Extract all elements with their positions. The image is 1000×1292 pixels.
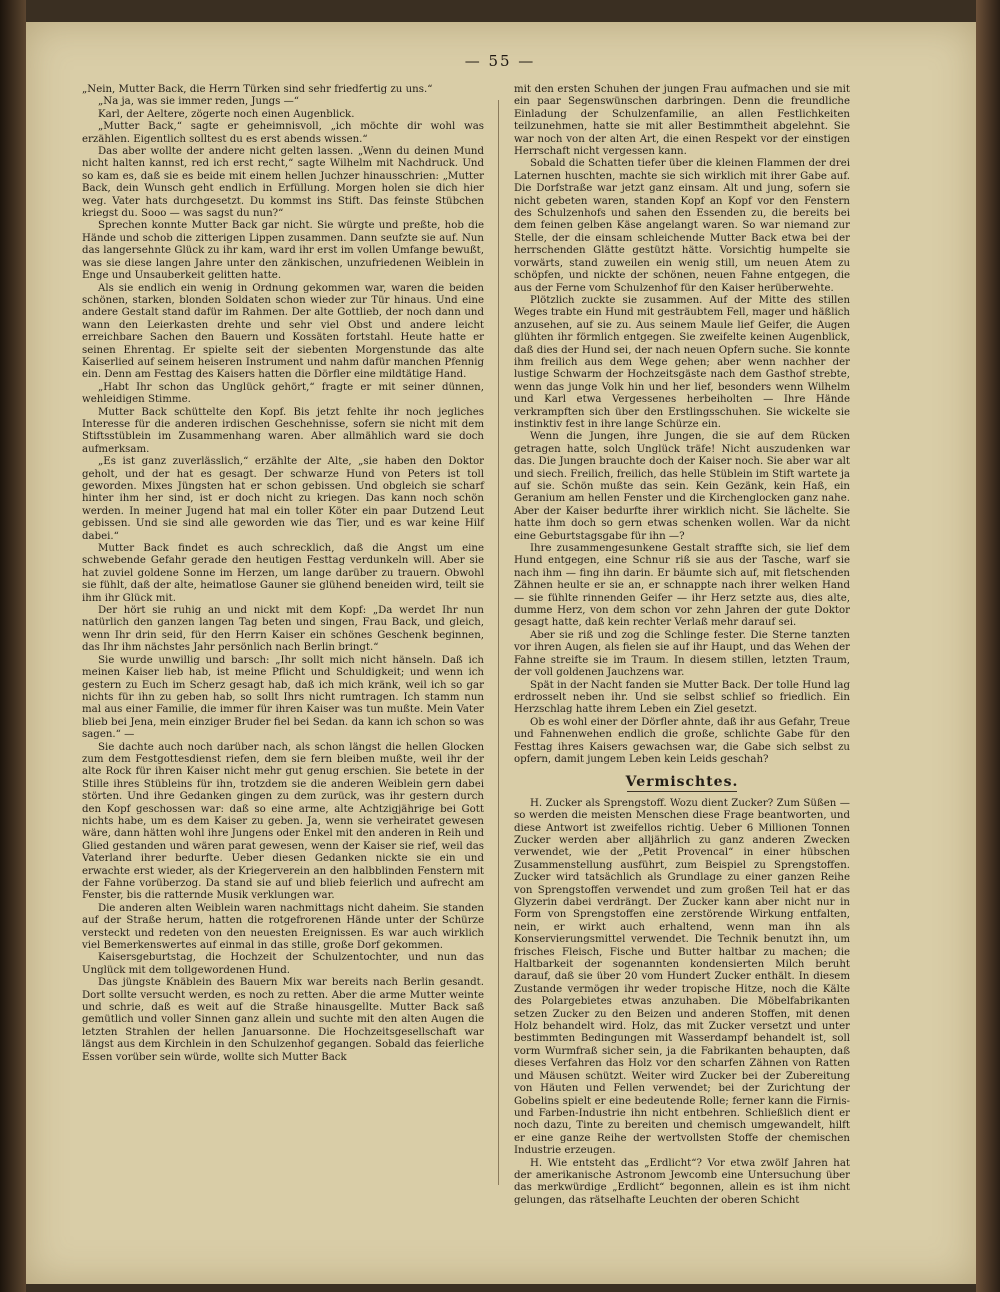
paragraph: „Es ist ganz zuverlässlich,“ erzählte der Alte, „sie haben den Doktor geholt, und der hat es gesagt. Der schwarze Hund von Peters ist toll geworden. Mixes Jüngsten hat er schon gebissen. Und obgleich sie scharf hinter ihm her sind, ist er doch nicht zu kriegen. Das kann noch schön werden. In meiner Jugend hat mal ein toller Köter ein paar Dutzend Leut gebissen. Und sie sind alle geworden wie das Tier, und es war keine Hilf dabei.“ xyxy=(82,456,484,542)
section-title: Vermischtes. xyxy=(625,774,739,791)
paragraph: Sie dachte auch noch darüber nach, als schon längst die hellen Glocken zum dem Festgottesdienst riefen, dem sie fern bleiben mußte, weil ihr der alte Rock für ihren Kaiser nicht mehr gut genug erschien. Sie betete in der Stille ihres Stübleins für ihn, trotzdem sie die anderen Weiblein gern dabei störten. Und ihre Gedanken gingen zu dem zurück, was ihr gestern durch den Kopf geschossen war: daß so eine arme, alte Achtzigjährige bei Gott nichts habe, um es dem Kaiser zu geben. Ja, wenn sie verheiratet gewesen wäre, dann hätten wohl ihre Jungens oder Enkel mit den anderen in Reih und Glied gestanden und wären parat gewesen, wenn der Kaiser sie rief, weil das Vaterland ihrer bedurfte. Ueber diesen Gedanken nickte sie ein und erwachte erst wieder, als der Kriegerverein an den halbblinden Fenstern mit der Fahne vorüberzog. Da stand sie auf und blieb feierlich und aufrecht am Fenster, bis die ratternde Musik verklungen war. xyxy=(82,741,484,902)
paragraph: Der hört sie ruhig an und nickt mit dem Kopf: „Da werdet Ihr nun natürlich den ganzen langen Tag beten und singen, Frau Back, und gleich, wenn Ihr drin seid, für den Herrn Kaiser ein schönes Geschenk beginnen, das Ihr ihm nächstes Jahr persönlich nach Berlin bringt.“ xyxy=(82,605,484,654)
paragraph: „Nein, Mutter Back, die Herrn Türken sind sehr friedfertig zu uns.“ xyxy=(82,84,433,95)
paragraph: Mutter Back findet es auch schrecklich, daß die Angst um eine schwebende Gefahr gerade den heutigen Festtag verdunkeln will. Aber sie hat zuviel goldene Sonne im Herzen, um lange darüber zu trauern. Obwohl sie fühlt, daß der alte, heimatlose Gauner sie glühend beneiden wird, teilt sie ihm ihr Glück mit. xyxy=(82,543,484,604)
paragraph: Kaisersgeburtstag, die Hochzeit der Schulzentochter, und nun das Unglück mit dem tollgewordenen Hund. xyxy=(82,952,484,976)
news-item: H. Wie entsteht das „Erdlicht“? Vor etwa zwölf Jahren hat der amerikanische Astronom Jewcomb eine Untersuchung über das merkwürdige „Erdlicht“ begonnen, allein es ist ihm nicht gelungen, das rätselhafte Leuchten der oberen Schicht xyxy=(514,1157,850,1206)
page-edge xyxy=(976,0,1000,1292)
paragraph: Als sie endlich ein wenig in Ordnung gekommen war, waren die beiden schönen, starken, blonden Soldaten schon wieder zur Tür hinaus. Und eine andere Gestalt stand dafür im Rahmen. Der alte Gottlieb, der noch dann und wann den Leierkasten drehte und sehr viel Obst und andere leicht erreichbare Sachen den Bauern und Kossäten fortstahl. Heute hatte er seinen Ehrentag. Er spielte seit der siebenten Morgenstunde das alte Kaiserlied auf seinem heiseren Instrument und nahm dafür manchen Pfennig ein. Denn am Festtag des Kaisers hatten die Dörfler eine mildtätige Hand. xyxy=(82,282,484,381)
right-column xyxy=(514,84,850,1206)
paragraph: mit den ersten Schuhen der jungen Frau aufmachen und sie mit ein paar Segenswünschen darbringen. Denn die freundliche Einladung der Schulzenfamilie, an allen Festlichkeiten teilzunehmen, hatte sie mit aller Bestimmtheit abgelehnt. Sie war noch von der alten Art, die einen Respekt vor der einstigen Herrschaft nicht vergessen kann. xyxy=(514,84,850,158)
book-spine xyxy=(0,0,26,1292)
paragraph: Wenn die Jungen, ihre Jungen, die sie auf dem Rücken getragen hatte, solch Unglück träfe! Nicht auszudenken war das. Die Jungen brauchte doch der Kaiser noch. Sie aber war alt und siech. Freilich, freilich, das helle Stüblein im Stift wartete ja auf sie. Schön mußte das sein. Kein Gezänk, kein Haß, ein Geranium am hellen Fenster und die Kirchenglocken ganz nahe. Aber der Kaiser bedurfte ihrer wirklich nicht. Sie lächelte. Sie hatte ihm doch so gern etwas schenken wollen. War da nicht eine Geburtstagsgabe für ihn —? xyxy=(514,431,850,542)
paragraph: Das aber wollte der andere nicht gelten lassen. „Wenn du deinen Mund nicht halten kannst, red ich erst recht,“ sagte Wilhelm mit Nachdruck. Und so kam es, daß sie es beide mit einem hellen Juchzer hinausschrien: „Mutter Back, dein Wunsch geht endlich in Erfüllung. Morgen holen sie dich hier weg. Vater hats durchgesetzt. Du kommst ins Stift. Das feinste Stübchen kriegst du. Sooo — was sagst du nun?“ xyxy=(82,146,484,220)
paragraph: Spät in der Nacht fanden sie Mutter Back. Der tolle Hund lag erdrosselt neben ihr. Und sie selbst schlief so friedlich. Ein Herzschlag hatte ihrem Leben ein Ziel gesetzt. xyxy=(514,679,850,716)
paragraph: Die anderen alten Weiblein waren nachmittags nicht daheim. Sie standen auf der Straße herum, hatten die rotgefrorenen Hände unter der Schürze versteckt und redeten von den neuesten Ereignissen. Es war auch wirklich viel Bemerkenswertes auf einmal in das stille, große Dorf gekommen. xyxy=(82,902,484,952)
paragraph: Plötzlich zuckte sie zusammen. Auf der Mitte des stillen Weges trabte ein Hund mit gesträubtem Fell, mager und häßlich anzusehen, auf sie zu. Aus seinem Maule lief Geifer, die Augen glühten ihr förmlich entgegen. Sie zweifelte keinen Augenblick, daß dies der Hund sei, der nach neuen Opfern suche. Sie konnte ihm freilich aus dem Wege gehen; aber wenn nachher der lustige Schwarm der Hochzeitsgäste nach dem Gasthof strebte, wenn das junge Volk hin und her lief, besonders wenn Wilhelm und Karl etwa Vergessenes herbeiholten — Ihre Hände verkrampften sich über den Erstlingsschuhen. Sie wickelte sie instinktiv fest in ihre lange Schürze ein. xyxy=(514,294,850,430)
paragraph: Sobald die Schatten tiefer über die kleinen Flammen der drei Laternen huschten, machte sie sich wirklich mit ihrer Gabe auf. Die Dorfstraße war jetzt ganz einsam. Alt und jung, sofern sie nicht gebeten waren, standen Kopf an Kopf vor den Fenstern des Schulzenhofs und sahen den Essenden zu, die bereits bei dem feinen gelben Käse angelangt waren. So war niemand zur Stelle, der die einsam schleichende Mutter Back etwa bei der herrschenden Glätte gestützt hätte. Vorsichtig humpelte sie vorwärts, stand zuweilen ein wenig still, um neuen Atem zu schöpfen, und nickte der schönen, neuen Fahne entgegen, die aus der Ferne vom Schulzenhof für den Kaiser herüberwehte. xyxy=(514,158,850,294)
left-column xyxy=(82,84,484,1194)
paragraph: Sprechen konnte Mutter Back gar nicht. Sie würgte und preßte, hob die Hände und schob die zitterigen Lippen zusammen. Dann seufzte sie auf. Nun das langersehnte Glück zu ihr kam, ward ihr erst im vollen Umfange bewußt, was sie diese langen Jahre unter den zänkischen, unzufriedenen Weiblein in Enge und Unsauberkeit gelitten hatte. xyxy=(82,220,484,282)
paragraph: Karl, der Aeltere, zögerte noch einen Augenblick. xyxy=(98,108,355,120)
news-item: H. Zucker als Sprengstoff. Wozu dient Zucker? Zum Süßen — so werden die meisten Menschen diese Frage beantworten, und diese Antwort ist zweifellos richtig. Ueber 6 Millionen Tonnen Zucker werden aber alljährlich zu ganz anderen Zwecken verwendet, wie der „Petit Provencal“ in einer hübschen Zusammenstellung ausführt, zum Beispiel zu Sprengstoffen. Zucker wird tatsächlich als Grundlage zu einer ganzen Reihe von Sprengstoffen verwendet und zum großen Teil hat er das Glyzerin dabei verdrängt. Der Zucker kann aber nicht nur in Form von Sprengstoffen eine zerstörende Wirkung entfalten, nein, er wirkt auch erhaltend, wenn man ihn als Konservierungsmittel verwendet. Die Technik benutzt ihn, um frisches Fleisch, Fische und Butter haltbar zu machen; die Haltbarkeit der sogenannten kondensierten Milch beruht darauf, daß sie über 20 vom Hundert Zucker enthält. In diesem Zustande vermögen ihr weder tropische Hitze, noch die Kälte des Polargebietes etwas anzuhaben. Die Möbelfabrikanten setzen Zucker zu den Beizen und anderen Stoffen, mit denen Holz behandelt wird. Holz, das mit Zucker versetzt und unter bestimmten Bedingungen mit Wasserdampf behandelt ist, soll vorm Wurmfraß sicher sein, ja die Fabrikanten behaupten, daß dieses Verfahren das Holz vor den scharfen Zähnen von Ratten und Mäusen schützt. Weiter wird Zucker bei der Zubereitung von Häuten und Fellen verwendet; bei der Zurichtung der Gobelins spielt er eine bedeutende Rolle; ferner kann die Firnis- und Farben-Industrie ihn nicht entbehren. Schließlich dient er noch dazu, Tinte zu bereiten und chemisch umgewandelt, hilft er eine ganze Reihe der wertvollsten Stoffe der chemischen Industrie erzeugen. xyxy=(514,797,850,1157)
paragraph: Das jüngste Knäblein des Bauern Mix war bereits nach Berlin gesandt. Dort sollte versucht werden, es noch zu retten. Aber die arme Mutter weinte und schrie, daß es weit auf die Straße hinausgellte. Mutter Back saß gemütlich und voller Sinnen ganz allein und suchte mit den alten Augen die letzten Strahlen der hellen Januarsonne. Die Hochzeitsgesellschaft war längst aus dem Kirchlein in den Schulzenhof gegangen. Sobald das feierliche Essen vorüber sein würde, wollte sich Mutter Back xyxy=(82,977,484,1063)
paragraph: Ihre zusammengesunkene Gestalt straffte sich, sie lief dem Hund entgegen, eine Schnur riß sie aus der Tasche, warf sie nach ihm — fing ihn darin. Er bäumte sich auf, mit fletschenden Zähnen heulte er sie an, er schnappte nach ihrer welken Hand — sie fühlte rinnenden Geifer — ihr Herz setzte aus, dies alte, dumme Herz, von dem schon vor zehn Jahren der gute Doktor gesagt hatte, daß kein rechter Verlaß mehr darauf sei. xyxy=(514,543,850,629)
paragraph: „Habt Ihr schon das Unglück gehört,“ fragte er mit seiner dünnen, wehleidigen Stimme. xyxy=(82,381,484,406)
column-divider xyxy=(498,100,499,1185)
paragraph: „Mutter Back,“ sagte er geheimnisvoll, „ich möchte dir wohl was erzählen. Eigentlich solltest du es erst abends wissen.“ xyxy=(82,121,484,145)
page-number: — 55 — xyxy=(464,52,536,70)
section-rule xyxy=(627,791,737,792)
paragraph: „Na ja, was sie immer reden, Jungs —“ xyxy=(98,96,300,108)
paragraph: Sie wurde unwillig und barsch: „Ihr sollt mich nicht hänseln. Daß ich meinen Kaiser lieb hab, ist meine Pflicht und Schuldigkeit; und wenn ich gestern zu Euch im Scherz gesagt hab, daß ich mich kränk, weil ich so gar nichts für ihn zu geben hab, so sollt Ihrs nicht rumtragen. Ich stamm nun mal aus einer Familie, die immer für ihren Kaiser was tun mußte. Mein Vater blieb bei Jena, mein einziger Bruder fiel bei Sedan. da kann ich schon so was sagen.“ — xyxy=(82,654,484,741)
paragraph: Aber sie riß und zog die Schlinge fester. Die Sterne tanzten vor ihren Augen, als fielen sie auf ihr Haupt, und das Wehen der Fahne streifte sie im Traum. In diesem stillen, letzten Traum, der voll goldenen Jauchzens war. xyxy=(514,629,850,679)
paragraph: Ob es wohl einer der Dörfler ahnte, daß ihr aus Gefahr, Treue und Fahnenwehen endlich die große, schlichte Gabe für den Festtag ihres Kaisers gewachsen war, die Gabe sich selbst zu opfern, damit jungem Leben kein Leids geschah? xyxy=(514,716,850,765)
paragraph: Mutter Back schüttelte den Kopf. Bis jetzt fehlte ihr noch jegliches Interesse für die anderen irdischen Geschehnisse, sofern sie nicht mit dem Stiftsstüblein im Zusammenhang waren. Aber allmählich ward sie doch aufmerksam. xyxy=(82,406,484,455)
